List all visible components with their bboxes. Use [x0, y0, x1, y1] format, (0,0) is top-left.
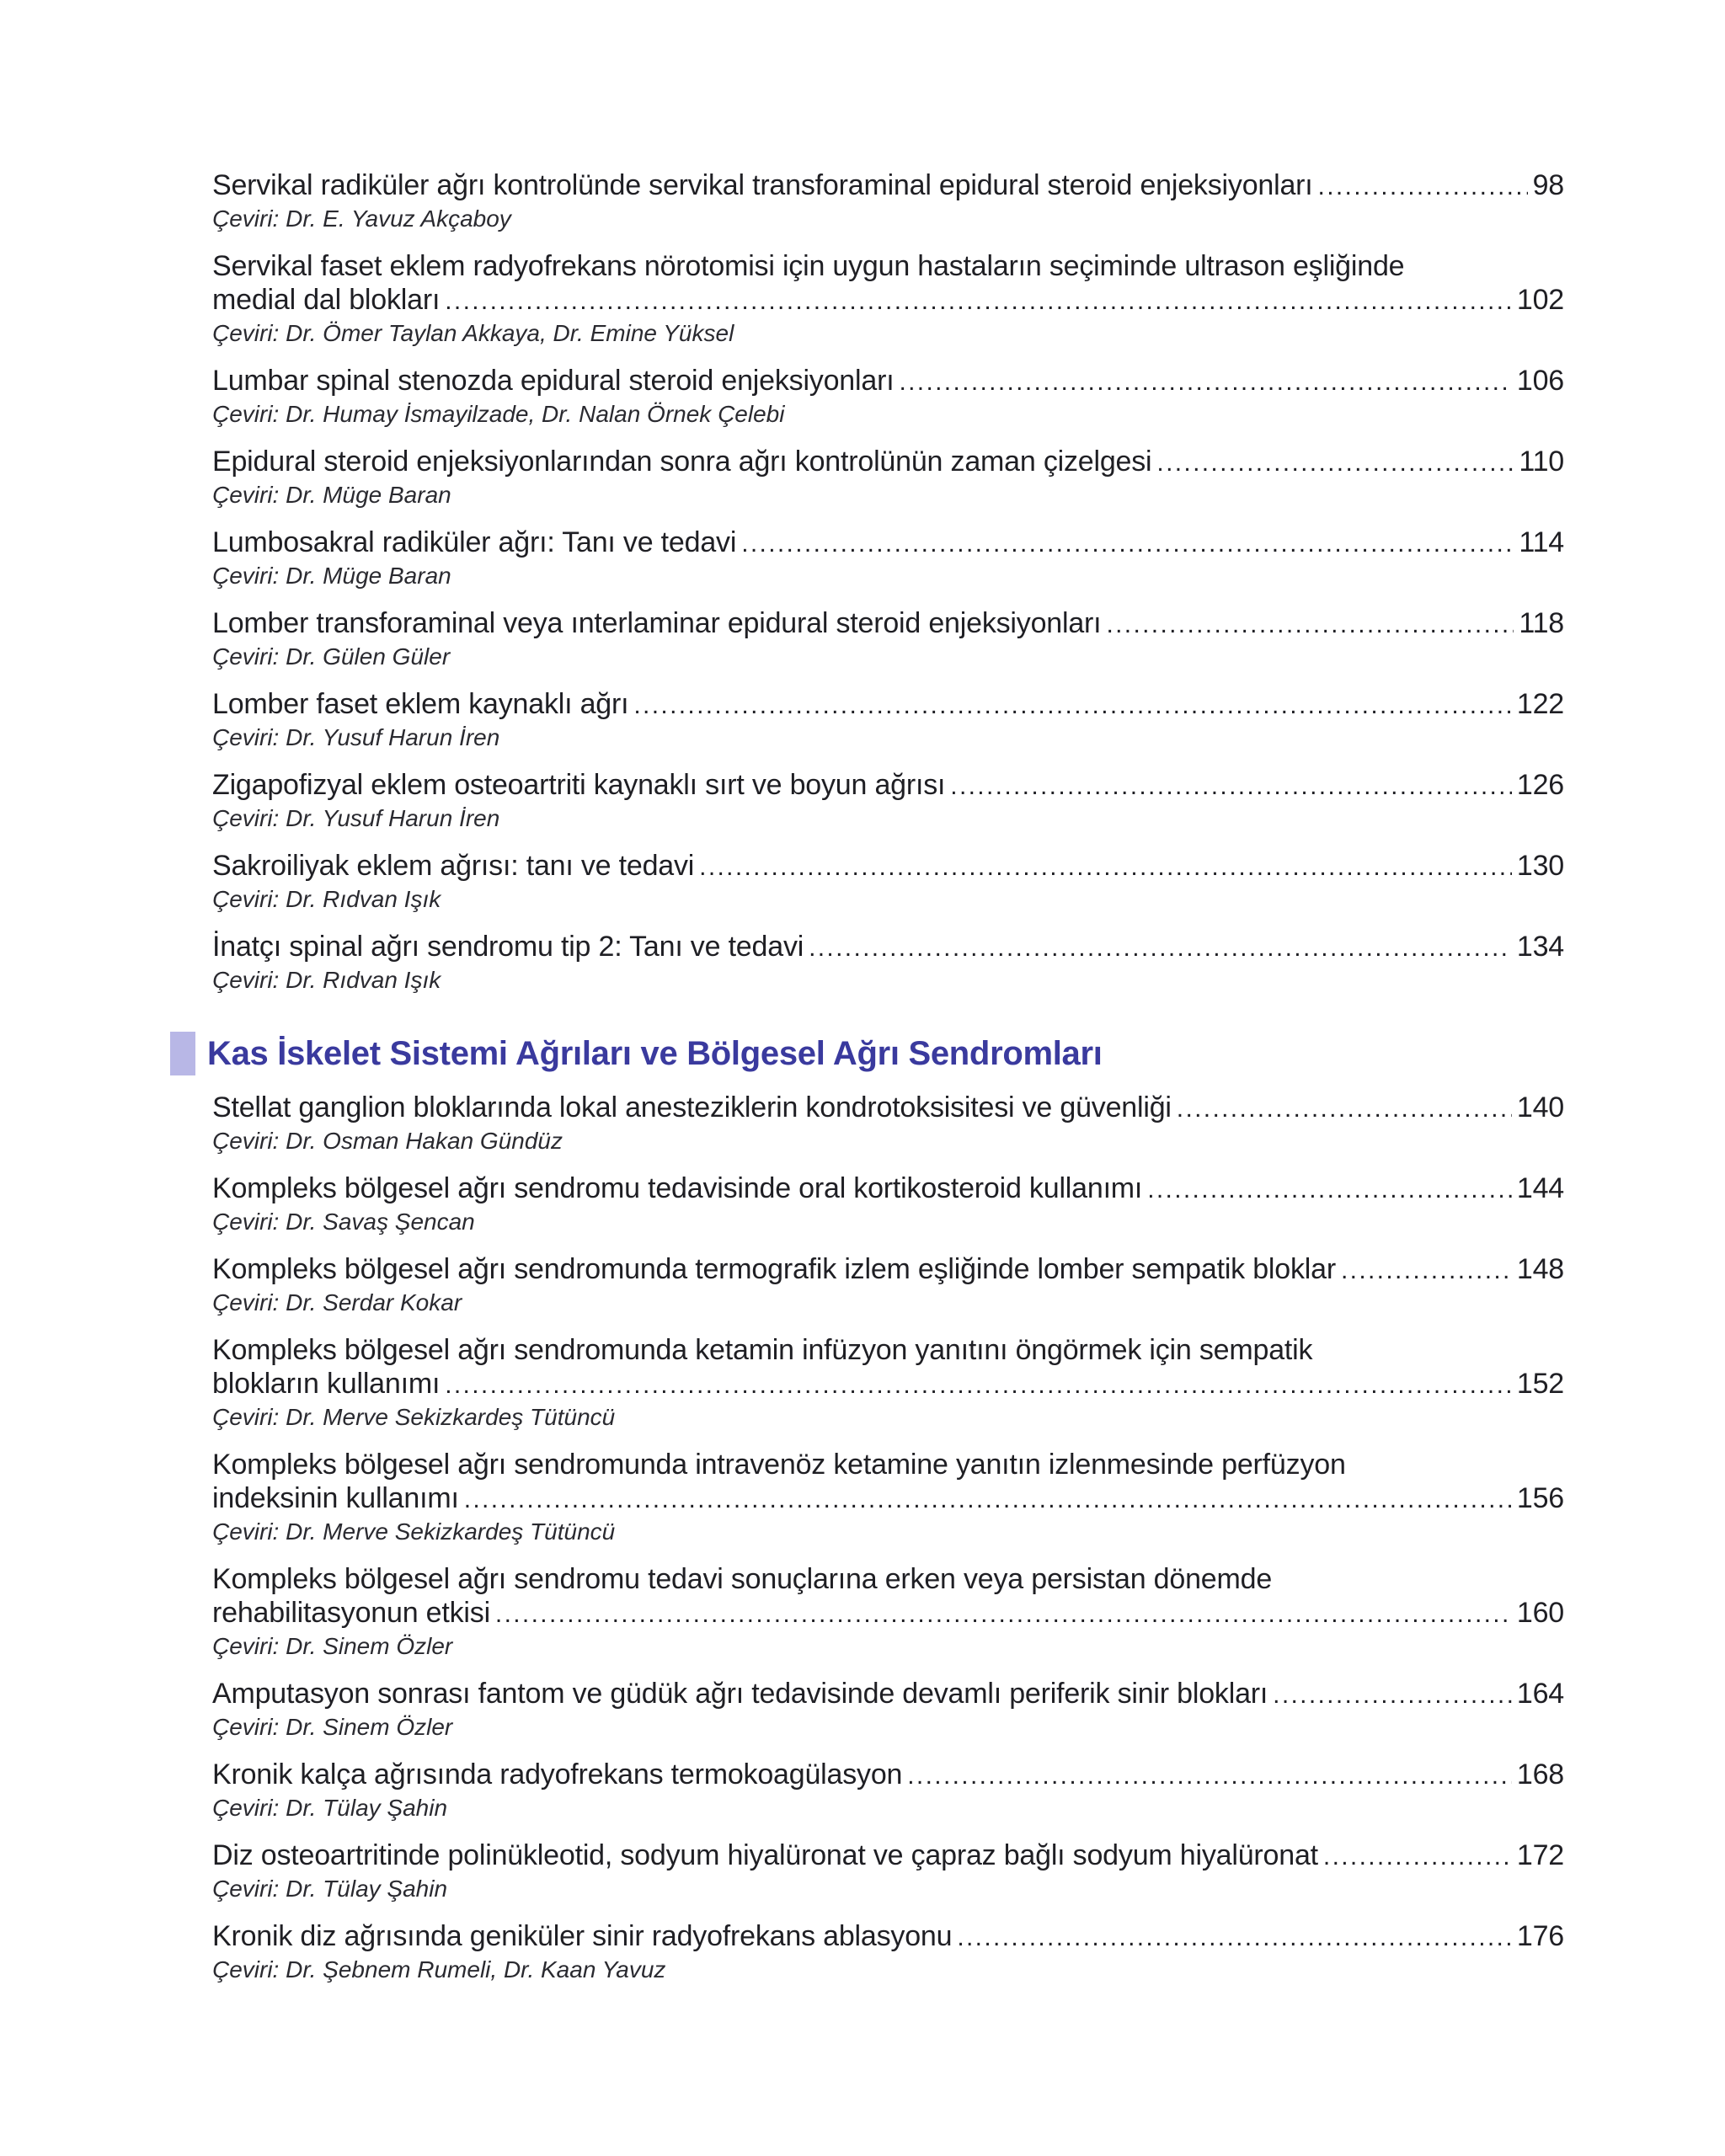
dot-leader — [809, 931, 1512, 965]
entry-line — [212, 606, 1564, 642]
page-number: 122 — [1516, 688, 1564, 720]
page-number: 160 — [1516, 1597, 1564, 1629]
dot-leader — [1273, 1678, 1512, 1712]
entry-line — [212, 364, 1564, 399]
section-header — [170, 1032, 1103, 1075]
toc-entry[interactable] — [212, 1333, 1564, 1433]
entry-title-line-1: Kompleks bölgesel ağrı sendromunda intravenöz ketamine yanıtın izlenmesinde perfüzyon — [212, 1449, 1346, 1481]
entry-line — [212, 445, 1564, 480]
section-title: Kas İskelet Sistemi Ağrıları ve Bölgesel Ağrı Sendromları — [207, 1035, 1103, 1072]
translator-credit: Çeviri: Dr. Tülay Şahin — [212, 1795, 448, 1821]
page-number: 168 — [1516, 1758, 1564, 1790]
toc-entry[interactable] — [212, 1091, 1564, 1156]
toc-group-1 — [212, 168, 1564, 1011]
page-number: 134 — [1516, 931, 1564, 963]
dot-leader — [495, 1598, 1512, 1631]
translator-credit: Çeviri: Dr. Yusuf Harun İren — [212, 724, 500, 750]
entry-title-line-1: Servikal faset eklem radyofrekans nörotomisi için uygun hastaların seçiminde ultrason eşliğinde — [212, 250, 1405, 282]
dot-leader — [1147, 1173, 1512, 1207]
toc-entry[interactable] — [212, 1171, 1564, 1237]
entry-line — [212, 283, 1564, 318]
entry-title-line-1: Kompleks bölgesel ağrı sendromunda ketamin infüzyon yanıtını öngörmek için sempatik — [212, 1334, 1313, 1366]
toc-entry[interactable] — [212, 687, 1564, 753]
translator-credit: Çeviri: Dr. Müge Baran — [212, 563, 451, 589]
entry-title: blokların kullanımı — [212, 1368, 441, 1400]
dot-leader — [1156, 446, 1514, 480]
translator-credit: Çeviri: Dr. Savaş Şencan — [212, 1209, 475, 1235]
translator-credit: Çeviri: Dr. Osman Hakan Gündüz — [212, 1128, 563, 1154]
toc-group-2 — [212, 1091, 1564, 2000]
page-number: 144 — [1516, 1172, 1564, 1204]
entry-line — [212, 168, 1564, 204]
page-number: 126 — [1516, 769, 1564, 801]
toc-entry[interactable] — [212, 1562, 1564, 1662]
toc-entry[interactable] — [212, 1758, 1564, 1823]
entry-title-line-1: Kompleks bölgesel ağrı sendromu tedavi sonuçlarına erken veya persistan dönemde — [212, 1563, 1273, 1595]
translator-credit: Çeviri: Dr. Rıdvan Işık — [212, 886, 441, 912]
section-marker-bar — [170, 1032, 195, 1075]
entry-line — [212, 526, 1564, 561]
page-number: 140 — [1516, 1091, 1564, 1123]
page-number: 176 — [1516, 1920, 1564, 1952]
entry-line — [212, 1252, 1564, 1288]
page-number: 106 — [1516, 365, 1564, 397]
entry-title: Kronik diz ağrısında geniküler sinir radyofrekans ablasyonu — [212, 1920, 953, 1952]
entry-title: medial dal blokları — [212, 284, 441, 316]
dot-leader — [907, 1759, 1512, 1793]
toc-entry[interactable] — [212, 930, 1564, 995]
dot-leader — [445, 285, 1512, 318]
entry-line — [212, 1367, 1564, 1402]
dot-leader — [741, 527, 1514, 561]
entry-title: Servikal radiküler ağrı kontrolünde servikal transforaminal epidural steroid enjeksiyonları — [212, 169, 1313, 201]
entry-line — [212, 687, 1564, 723]
entry-title: Epidural steroid enjeksiyonlarından sonra ağrı kontrolünün zaman çizelgesi — [212, 446, 1152, 478]
entry-title: Sakroiliyak eklem ağrısı: tanı ve tedavi — [212, 850, 695, 882]
toc-entry[interactable] — [212, 445, 1564, 510]
page-number: 172 — [1516, 1839, 1564, 1871]
dot-leader — [957, 1921, 1512, 1955]
entry-title: Lomber faset eklem kaynaklı ağrı — [212, 688, 629, 720]
translator-credit: Çeviri: Dr. Humay İsmayilzade, Dr. Nalan Örnek Çelebi — [212, 401, 785, 427]
entry-line — [212, 1758, 1564, 1793]
entry-title: Diz osteoartritinde polinükleotid, sodyum hiyalüronat ve çapraz bağlı sodyum hiyalüronat — [212, 1839, 1318, 1871]
dot-leader — [633, 689, 1511, 723]
entry-line — [212, 1171, 1564, 1207]
entry-title: İnatçı spinal ağrı sendromu tip 2: Tanı ve tedavi — [212, 931, 804, 963]
translator-credit: Çeviri: Dr. Gülen Güler — [212, 643, 451, 670]
entry-line — [212, 1481, 1564, 1517]
entry-title: Kompleks bölgesel ağrı sendromu tedavisinde oral kortikosteroid kullanımı — [212, 1172, 1143, 1204]
translator-credit: Çeviri: Dr. Ömer Taylan Akkaya, Dr. Emine Yüksel — [212, 320, 734, 346]
dot-leader — [1341, 1254, 1512, 1288]
translator-credit: Çeviri: Dr. E. Yavuz Akçaboy — [212, 205, 511, 232]
page-number: 148 — [1516, 1253, 1564, 1285]
entry-line — [212, 1677, 1564, 1712]
translator-credit: Çeviri: Dr. Müge Baran — [212, 482, 451, 508]
toc-entry[interactable] — [212, 364, 1564, 430]
dot-leader — [1318, 170, 1528, 204]
toc-entry[interactable] — [212, 849, 1564, 915]
dot-leader — [464, 1483, 1512, 1517]
page-number: 156 — [1516, 1482, 1564, 1514]
entry-line — [212, 1596, 1564, 1631]
page-number: 98 — [1532, 169, 1564, 201]
dot-leader — [950, 770, 1512, 803]
entry-title: Lomber transforaminal veya ınterlaminar epidural steroid enjeksiyonları — [212, 607, 1102, 639]
entry-title: rehabilitasyonun etkisi — [212, 1597, 490, 1629]
entry-title: Amputasyon sonrası fantom ve güdük ağrı tedavisinde devamlı periferik sinir blokları — [212, 1678, 1268, 1710]
page-number: 118 — [1519, 607, 1564, 639]
page-number: 152 — [1516, 1368, 1564, 1400]
entry-title: Lumbosakral radiküler ağrı: Tanı ve tedavi — [212, 526, 737, 558]
translator-credit: Çeviri: Dr. Tülay Şahin — [212, 1876, 448, 1902]
toc-entry[interactable] — [212, 1919, 1564, 1985]
translator-credit: Çeviri: Dr. Sinem Özler — [212, 1633, 453, 1659]
entry-title: Stellat ganglion bloklarında lokal anesteziklerin kondrotoksisitesi ve güvenliği — [212, 1091, 1172, 1123]
entry-title: Lumbar spinal stenozda epidural steroid enjeksiyonları — [212, 365, 895, 397]
page-number: 110 — [1519, 446, 1564, 478]
toc-entry[interactable] — [212, 606, 1564, 672]
entry-line — [212, 1091, 1564, 1126]
dot-leader — [899, 366, 1511, 399]
entry-line — [212, 768, 1564, 803]
translator-credit: Çeviri: Dr. Rıdvan Işık — [212, 967, 441, 993]
page-number: 164 — [1516, 1678, 1564, 1710]
toc-entry[interactable] — [212, 1252, 1564, 1318]
entry-title: Kompleks bölgesel ağrı sendromunda termografik izlem eşliğinde lomber sempatik bloklar — [212, 1253, 1336, 1285]
translator-credit: Çeviri: Dr. Sinem Özler — [212, 1714, 453, 1740]
translator-credit: Çeviri: Dr. Şebnem Rumeli, Dr. Kaan Yavuz — [212, 1956, 666, 1983]
entry-title: Zigapofizyal eklem osteoartriti kaynaklı sırt ve boyun ağrısı — [212, 769, 946, 801]
toc-entry[interactable] — [212, 249, 1564, 349]
page-number: 114 — [1519, 526, 1564, 558]
dot-leader — [445, 1369, 1512, 1402]
toc-entry[interactable] — [212, 168, 1564, 234]
translator-credit: Çeviri: Dr. Merve Sekizkardeş Tütüncü — [212, 1404, 616, 1430]
toc-entry[interactable] — [212, 768, 1564, 834]
dot-leader — [1323, 1840, 1512, 1874]
entry-title: Kronik kalça ağrısında radyofrekans termokoagülasyon — [212, 1758, 903, 1790]
entry-title: indeksinin kullanımı — [212, 1482, 459, 1514]
page-number: 102 — [1516, 284, 1564, 316]
dot-leader — [1177, 1092, 1512, 1126]
toc-entry[interactable] — [212, 1838, 1564, 1904]
page-number: 130 — [1516, 850, 1564, 882]
toc-entry[interactable] — [212, 1448, 1564, 1547]
toc-entry[interactable] — [212, 526, 1564, 591]
dot-leader — [699, 851, 1512, 884]
entry-line — [212, 930, 1564, 965]
dot-leader — [1106, 608, 1514, 642]
entry-line — [212, 1919, 1564, 1955]
translator-credit: Çeviri: Dr. Serdar Kokar — [212, 1289, 462, 1315]
toc-entry[interactable] — [212, 1677, 1564, 1742]
entry-line — [212, 849, 1564, 884]
translator-credit: Çeviri: Dr. Yusuf Harun İren — [212, 805, 500, 831]
translator-credit: Çeviri: Dr. Merve Sekizkardeş Tütüncü — [212, 1518, 616, 1545]
entry-line — [212, 1838, 1564, 1874]
